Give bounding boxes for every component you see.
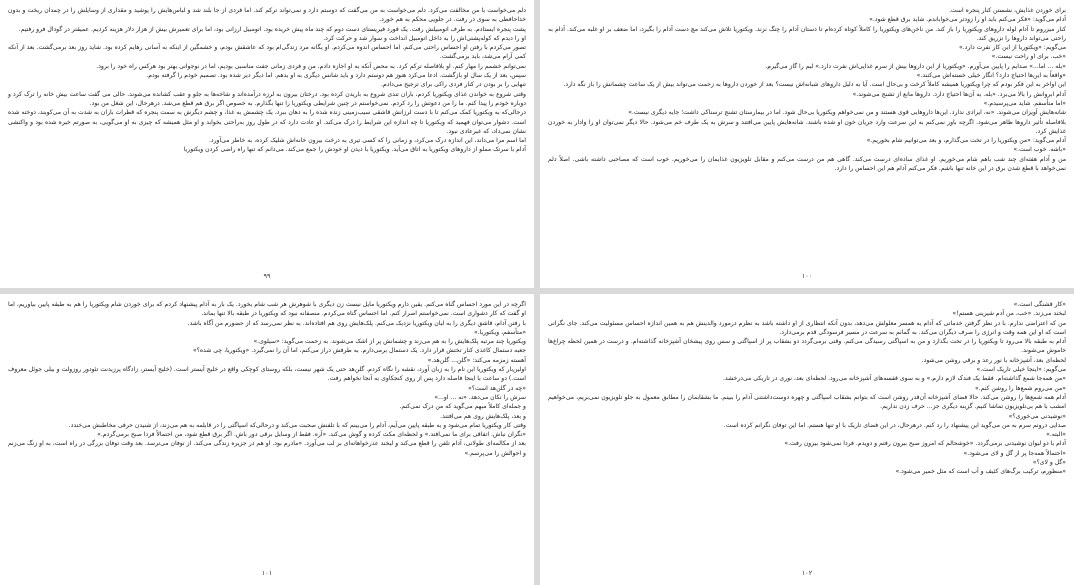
- paragraph: با رفتن آدام، قاشق دیگری را به لبان ویکتوریا نزدیک می‌کنم. پلک‌هایش روی هم افتاده‌اند. به نظر نمی‌رسد که از حضورم من آگاه باشد.: [187, 319, 526, 327]
- paragraph: «منظورم، ترکیب برگ‌های کثیف و آب است که مثل خمیر می‌شود.»: [895, 468, 1066, 476]
- paragraph: لحظه‌ای بعد، آشپزخانه با نور رعد و برقی روشن می‌شود.: [921, 356, 1066, 364]
- paragraph: اما اسم مرا می‌داند، این اندازه درک می‌کرد، و زمانی را که کسی تیری به درخت بیرون خانه‌اش شلیک کرده، به خاطر می‌آورد.: [208, 137, 526, 145]
- paragraph: درحالی‌که به ویکتوریا کمک می‌کنم تا با دست لرزانش قاشقی سیب‌زمینی زنده شده را به دهان ببرد، یک چشمش به غذا، و چشم دیگرش به سمت پنجره که قطرات باران به شدت به آن می‌کوبند، دوخته شده است. دشوار می‌توان فهمید که ویکتوریا تا چه اندازه این شرایط را درک می‌کند. او عادت دارد که در طول روز به‌راحتی بخوابد و او مثل همیشه که چیزی به او می‌گویی، به صورتم خیره شده بود و واکنشی نشان نمی‌داد، که غیرعادی نبود.: [8, 109, 526, 135]
- paragraph: بعد از مکالمه‌ای طولانی، آدام تلفن را قطع می‌کند و لبخند عذرخواهانه‌ای بر لب می‌آورد. «مادرم بود. او هم در جزیره زندگی می‌کند. از توفان می‌ترسد. بعد وقت توفان بزرگی در راه است، به او زنگ می‌زنم و احوالش را می‌پرسم.»: [8, 440, 526, 457]
- page-number: ۱۰۲: [801, 569, 813, 577]
- paragraph: آدام همه شمع‌ها را روشن می‌کند. حالا فضای آشپزخانه آن‌قدر روشن است که بتوانم بشقاب اسپاگتی و چهره دوست‌داشتنی آدام را ببینم. ما بشقابمان را مطابق معمول به جلو تلویزیون نمی‌بریم، می‌خواهیم امشب با هم بی‌تلویزیون تماشا کنیم. گزینه دیگری جز... حرف زدن نداریم.: [548, 393, 1066, 411]
- paragraph: «واقعاً به این‌ها احتیاج دارد؟ انگار خیلی خسته‌اش می‌کنند.»: [916, 72, 1066, 80]
- paragraph: اولین‌بار که ویکتوریا این نام را به زبان آورد، نقشه را نگاه کردم. گلن‌هد حتی یک شهر نیست، بلکه روستای کوچکی واقع در خلیج آیستر است. (خلیج آیستر، زادگاه پرزیدنت تئودور روزولت و بیلی جوئل معروف است.) دو ساعت با اینجا فاصله دارد پس از روی کنجکاوی به آنجا نخواهم رفت.: [8, 366, 526, 383]
- paragraph: سرش را تکان می‌دهد. «نه ... او...»: [434, 393, 526, 401]
- paragraph: آدام می‌گوید: «من ویکتوریا را در تخت می‌گذارم، و بعد می‌توانیم شام بخوریم.»: [866, 137, 1066, 145]
- paragraph: می‌گویم: «اینجا خیلی تاریک است.»: [976, 366, 1066, 374]
- paragraph: شانه‌هایش آویزان می‌شوند. «نه، ایرادی ندارد. این‌ها داروهایی قوی هستند و من نمی‌خواهم ویکتوریا بی‌حال شود. اما در بیمارستان تشنج ترسناکی داشت؛ جایه دیگری نیست.»: [628, 109, 1066, 117]
- paragraph: «گل و لای؟»: [1032, 459, 1066, 467]
- paragraph: بلافاصله تأثیر داروها ظاهر می‌شود. اگرچه باور نمی‌کنم به این سرعت وارد جریان خون او شده باشند. شانه‌هایش پایین می‌افتند و سرش به یک طرف خم می‌شود. حالا دیگر نمی‌توان او را وادار به خوردن غذایش کرد.: [548, 118, 1066, 135]
- paragraph: آدام با دو لیوان نوشیدنی برمی‌گردد. «خوشحالم که امروز صبح بیرون رفتم و دویدم. فردا نمی‌شود بیرون رفت.»: [784, 440, 1066, 448]
- paragraph: صدایی درونم سرم به من می‌گوید این پیشنهاد را رد کنم. درهرحال، در این فضای تاریک با او تنها هستم. اما این توفان نگرانم کرده است.: [723, 421, 1066, 429]
- paragraph: «احتمالاً همه‌جا پر از گل و لای می‌شود.»: [963, 449, 1066, 457]
- paragraph: «من می‌روم شمع‌ها را روشن کنم.»: [975, 384, 1066, 392]
- page-99: [0, 0, 534, 288]
- paragraph: «خب. برای او راحت نیست.»: [991, 53, 1066, 61]
- page-number: ۱۰۱: [261, 569, 273, 577]
- page-100-body: [548, 6, 1066, 173]
- page-102-body: [548, 300, 1066, 477]
- paragraph: «بله ... اما...» صدایم را پایین می‌آورم. «ویکتوریا از این داروها بیش از سرم غذایی‌اش نفرت دارد.» لبم را گاز می‌گیرم.: [765, 62, 1066, 70]
- paragraph: تصور می‌کردم با رفتن او احساس راحتی می‌کنم. اما احساس اندوه می‌کردم. او یگانه مرد زندگی‌ام بود که عاشقش بودم، و خشمگین از اینکه به آسانی رهایم کرده بود. شاید روز بعد برمی‌گشت. بعد از آنکه کمی آرام می‌شد، باید برمی‌گشت.: [8, 44, 526, 61]
- paragraph: «چه در گلن‌هد است؟»: [468, 384, 526, 392]
- paragraph: برای خوردن غذایش، نشستن کنار پنجره است.: [948, 7, 1066, 14]
- paragraph: و جمله‌ای کاملاً مبهم می‌گوید که من درک نمی‌کنم.: [399, 403, 526, 411]
- paragraph: وقتی کار ویکتوریا تمام می‌شود و به طبقه پایین می‌آیم، آدام را می‌بینم که با تلفنش صحبت می‌کند و درحالی‌که اسپاگتی را در قابلمه به هم می‌زند، از شنیدن حرفی مخاطبش می‌خندد.: [68, 421, 526, 429]
- page-number: ۹۹: [263, 272, 271, 280]
- paragraph: و بعد، پلک‌هایش روی هم می‌افتند.: [440, 412, 526, 420]
- paragraph: دلم می‌خواست با من مخالفت می‌کرد. دلم می‌خواست به من می‌گفت که دوستم دارد و نمی‌تواند ترکم کند. اما فردی از جا بلند شد و لباس‌هایش را پوشید و مقداری از وسایلش را در چمدان ریخت و بدون خداحافظی به سوی در رفت. در جلویی محکم به هم خورد.: [8, 7, 526, 24]
- paragraph: «نگران نباش. اتفاقی برای ما نمی‌افتد.» و لحظه‌ای مکث کرده و گوش می‌کند. «آره. فقط از وسایل برقی دور باش. اگر برق قطع شود، من احتمالاً فردا صبح برمی‌گردم.»: [97, 431, 526, 439]
- paragraph: من که اعتراضی ندارم. با در نظر گرفتن خدماتی که آدام به همسر معلولش می‌دهد، بدون آنکه انتظاری از او داشته باشد به نظرم درمورد والدینش هم به همین اندازه احساس مسئولیت می‌کند. جای نگرانی است که او این همه وقت و انرژی را صرف دیگران می‌کند. به گمانم به سرعت در مسیر فرسودگی قدم برمی‌دارد.: [548, 319, 1066, 336]
- paragraph: او را دیدم که کوله‌پشتی‌اش را به داخل اتومبیل انداخت و سوار شد و حرکت کرد.: [323, 34, 526, 42]
- paragraph: «کار قشنگی است.»: [1013, 301, 1066, 308]
- paragraph: این اواخر به این فکر بودم که چرا ویکتوریا همیشه کاملاً کرخت و بی‌حال است. آیا به دلیل داروهای شبانه‌اش نیست؟ بعد از خوردن داروها به زحمت می‌تواند بیش از یک ساعت چشمانش را باز نگه دارد.: [563, 81, 1066, 89]
- paragraph: «نوشیدنی می‌خوری؟»: [1008, 412, 1066, 420]
- paragraph: تنهایی را بر بودن در کنار فردی راکی برای ترجیح می‌دادم.: [381, 81, 526, 89]
- paragraph: سپس، بعد از یک سال او بازگشت. ادعا می‌کرد هنوز هم دوستم دارد و باید شانس دیگری به او بدهم. اما دیگر دیر شده بود. تصمیم خودم را گرفته بودم.: [146, 72, 526, 80]
- paragraph: لبخند می‌زند. «خب، من آدم شیرینی هستم!»: [952, 310, 1066, 318]
- paragraph: آدام ابروانش را بالا می‌برد. «بله. به آن‌ها احتیاج دارد. داروها مانع از تشنج می‌شوند.»: [852, 90, 1066, 98]
- paragraph: اگرچه در این مورد احساس گناه می‌کنم. یقین دارم ویکتوریا مایل نیست زن دیگری با شوهرش هر شب شام بخورد. یک بار به آدام پیشنهاد کردم که برای خوردن شام ویکتوریا را هم به طبقه پایین بیاوریم، اما او گفت که کار دشواری است. نمی‌خواستم اصرار کنم. اما احساس گناه می‌کردم. منصفانه نبود که ویکتوریا در طبقه بالا تنها بماند.: [8, 301, 526, 318]
- paragraph: آدام می‌گوید: «فکر می‌کنم باید او را زودتر می‌خواباندم. شاید برق قطع شود.»: [869, 16, 1066, 24]
- paragraph: آدام به طبقه بالا می‌رود تا ویکتوریا را در تخت بگذارد و من به اسپاگتی رسیدگی می‌کنم. وقتی برمی‌گردد دو بشقاب پر از اسپاگتی و سس روی پیشخان آشپزخانه گذاشته‌ام. و درست در همین لحظه چراغ‌ها خاموش می‌شوند.: [548, 338, 1066, 355]
- paragraph: می‌گویم: «ویکتوریا از این کار نفرت دارد.»: [958, 44, 1066, 52]
- paragraph: پشت پنجره ایستادم. به طرف اتومبیلش رفت. یک فورد فیریستای دست دوم که چند ماه پیش خریده بود. اتومبیل ارزانی بود، اما برای تعمیرش بیش از هزار دلار هزینه کردیم. عمیقتر در گودال فرو رفتیم.: [18, 25, 526, 33]
- paragraph: نمی‌توانم خشمم را مهار کنم. او بلافاصله ترکم کرد. به محض آنکه به او اجازه دادم. من و فردی زمانی جفت مناسبی بودیم، اما در نوجوانی بهتر بود هرکس راه خود را برود.: [96, 62, 526, 70]
- paragraph: من و آدام هفته‌ای چند شب باهم شام می‌خوریم. او غذای ساده‌ای درست می‌کند. گاهی هم من درست می‌کنم و مقابل تلویزیون غذایمان را می‌خوریم. خوب است که مصاحبی داشته باشی. اصلاً دلم نمی‌خواهد با قطع شدن برق در این خانه تنها باشم. فکر می‌کنم آدام هم این احساس را دارد.: [548, 155, 1066, 173]
- paragraph: آدام با سرتک مملو از داروهای ویکتوریا به اتاق می‌آید. ویکتوریا با دیدن او خودش را جمع می‌کند. می‌دانم که تنها راه راضی کردن ویکتوریا: [183, 146, 526, 154]
- paragraph: «متأسفم، ویکتوریا.»: [474, 328, 526, 336]
- paragraph: آهسته زمزمه می‌کند: «گلن... گلن‌هد.»: [427, 356, 526, 364]
- page-102: [540, 294, 1074, 585]
- paragraph: وقتی شروع به خواندن غذای ویکتوریا کردم، باران تندی شروع به باریدن کرده بود. درختان بیرون به لرزه درآمده‌اند و شاخه‌ها به جلو و عقب کشانده می‌شوند. حالی می‌ گفت ساعت بیش خانه را ترک کرد و دوباره خودم را پیدا کنم. ما را من دعوتش را رد کردم. نمی‌خواستم در چنین شرایطی ویکتوریا را تنها بگذارم. به خصوص اگر برق هم قطع می‌شد. درهرحال، این شغل من بود.: [8, 90, 526, 107]
- paragraph: کنار میزروم تا آدام لوله داروهای ویکتوریا را باز کند. من ناخن‌های ویکتوریا را کاملاً کوتاه کرده‌ام تا دستان آدام را چنگ نزند. ویکتوریا تلاش می‌کند مچ دست آدام را بگیرد، اما ضعف بر او غلبه می‌کند. آدام به راحتی می‌تواند داروها را تزریق کند.: [548, 25, 1066, 42]
- page-number: ۱۰۰: [801, 272, 813, 280]
- page-101-body: [8, 300, 526, 458]
- paragraph: «باشه. خوب است.»: [1013, 146, 1066, 154]
- paragraph: ویکتوریا چند مرتبه پلک‌هایش را به هم می‌زند و چشمانش پر از اشک می‌شوند. به زحمت می‌گوید: «سیلوی.»: [253, 338, 526, 346]
- page-101: [0, 294, 534, 585]
- paragraph: «اما متأسفم. شاید می‌پرسیدم.»: [983, 99, 1066, 107]
- page-100: [540, 0, 1074, 288]
- page-99-body: [8, 6, 526, 155]
- paragraph: «البته.»: [1046, 431, 1066, 439]
- paragraph: «من همه‌جا شمع گذاشته‌ام. فقط یک فندک لازم دارم.» و به سوی قفسه‌های آشپزخانه می‌رود. لحظه‌ای بعد، نوری در تاریکی می‌درخشد.: [722, 375, 1066, 383]
- paragraph: جعبه دستمال کاغذی کنار تختش قرار دارد. یک دستمال برمی‌دارم. به طرفش دراز می‌کنم، اما آن را نمی‌گیرد. «ویکتوریا، چی شده؟»: [192, 347, 526, 355]
